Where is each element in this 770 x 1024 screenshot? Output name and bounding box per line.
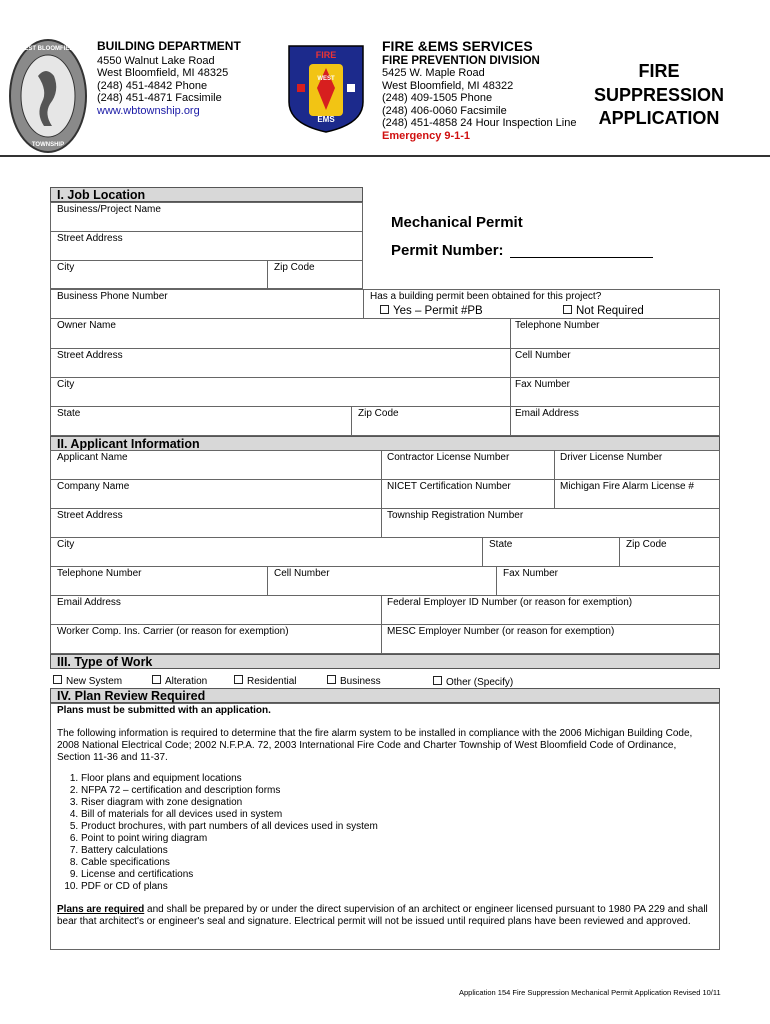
plan-review-intro: The following information is required to determine that the fire alarm system to be installed in compliance with the 2006 Michigan Building Code, 2008 National Electrical Code; 2002 N.F.P.A. 72, 2003 International Fire Code and Charter Township of West Bloomfield Code of Ordinance, Section 11-36 and 11-37. — [57, 728, 693, 763]
svg-text:WEST BLOOMFIELD: WEST BLOOMFIELD — [18, 46, 78, 52]
section-applicant-header: II. Applicant Information — [50, 436, 720, 451]
svg-text:EMS: EMS — [317, 115, 335, 124]
plans-required-emphasis: Plans are required — [57, 904, 145, 915]
federal-employer-id-field[interactable]: Federal Employer ID Number (or reason for exemption) — [387, 597, 633, 608]
list-item: 5. Product brochures, with part numbers of all devices used in system — [81, 821, 659, 833]
plans-required-text: and shall be prepared by or under the direct supervision of an architect or engineer licensed pursuant to 1980 PA 229 and shall bear that architect's or engineer's seal and signature. Electrical permit will not be issued until required plans have been reviewed and approved. — [57, 904, 708, 927]
document-title: FIRE SUPPRESSION APPLICATION — [593, 61, 725, 128]
mesc-employer-field[interactable]: MESC Employer Number (or reason for exemption) — [387, 626, 615, 637]
applicant-street-address-field[interactable]: Street Address — [57, 510, 123, 521]
row-divider — [50, 260, 363, 261]
row-divider — [50, 566, 720, 567]
col-divider — [381, 450, 382, 537]
building-dept-title: BUILDING DEPARTMENT — [97, 39, 241, 53]
business-option[interactable]: Business — [327, 675, 381, 688]
list-item: 6. Point to point wiring diagram — [81, 833, 659, 845]
list-item: 1. Floor plans and equipment locations — [81, 773, 659, 785]
owner-email-field[interactable]: Email Address — [515, 408, 579, 419]
svg-text:TOWNSHIP: TOWNSHIP — [31, 142, 65, 148]
township-seal-logo — [8, 36, 88, 156]
emergency-number: Emergency 9-1-1 — [382, 129, 471, 142]
nicet-number-field[interactable]: NICET Certification Number — [387, 481, 511, 492]
col-divider — [267, 260, 268, 289]
applicant-telephone-field[interactable]: Telephone Number — [57, 568, 142, 579]
company-name-field[interactable]: Company Name — [57, 481, 130, 492]
row-divider — [50, 595, 720, 596]
section-type-of-work-header: III. Type of Work — [50, 654, 720, 669]
residential-checkbox[interactable] — [234, 675, 243, 684]
job-street-address-field[interactable]: Street Address — [57, 233, 123, 244]
required-documents-list — [59, 773, 659, 893]
applicant-city-field[interactable]: City — [57, 539, 75, 550]
col-divider — [363, 289, 364, 318]
applicant-cell-field[interactable]: Cell Number — [274, 568, 330, 579]
list-item: 8. Cable specifications — [81, 857, 659, 869]
list-item: 3. Riser diagram with zone designation — [81, 797, 659, 809]
col-divider — [482, 537, 483, 566]
owner-name-field[interactable]: Owner Name — [57, 320, 116, 331]
section-plan-review-header: IV. Plan Review Required — [50, 688, 720, 703]
row-divider — [50, 508, 720, 509]
fire-ems-title: FIRE &EMS SERVICES — [382, 38, 533, 54]
permit-question: Has a building permit been obtained for this project? — [370, 291, 602, 302]
fire-ems-badge-logo — [281, 40, 371, 134]
list-item: 10. PDF or CD of plans — [81, 881, 659, 893]
col-divider — [267, 566, 268, 595]
plans-must-be-submitted: Plans must be submitted with an application. — [57, 705, 271, 716]
job-city-field[interactable]: City — [57, 262, 75, 273]
owner-state-field[interactable]: State — [57, 408, 81, 419]
owner-fax-field[interactable]: Fax Number — [515, 379, 571, 390]
business-project-name-field[interactable]: Business/Project Name — [57, 204, 161, 215]
other-specify-option[interactable]: Other (Specify) — [433, 676, 513, 689]
row-divider — [50, 318, 720, 319]
residential-option[interactable]: Residential — [234, 675, 296, 688]
section-job-location-header: I. Job Location — [50, 187, 363, 202]
fire-address1: 5425 W. Maple Road — [382, 67, 485, 79]
fire-phone: (248) 409-1505 Phone — [382, 92, 493, 104]
new-system-checkbox[interactable] — [53, 675, 62, 684]
other-checkbox[interactable] — [433, 676, 442, 685]
applicant-state-field[interactable]: State — [489, 539, 513, 550]
new-system-option[interactable]: New System — [53, 675, 122, 688]
workers-comp-field[interactable]: Worker Comp. Ins. Carrier (or reason for exemption) — [57, 626, 289, 637]
alteration-option[interactable]: Alteration — [152, 675, 207, 688]
col-divider — [381, 595, 382, 654]
fire-prevention-division: FIRE PREVENTION DIVISION — [382, 54, 540, 67]
building-fax: (248) 451-4871 Facsimile — [97, 92, 222, 104]
row-divider — [50, 479, 720, 480]
list-item: 4. Bill of materials for all devices used in system — [81, 809, 659, 821]
job-zip-field[interactable]: Zip Code — [274, 262, 315, 273]
alteration-checkbox[interactable] — [152, 675, 161, 684]
permit-number-label: Permit Number: — [391, 242, 504, 259]
row-divider — [50, 624, 720, 625]
driver-license-field[interactable]: Driver License Number — [560, 452, 663, 463]
owner-city-field[interactable]: City — [57, 379, 75, 390]
row-divider — [50, 406, 720, 407]
not-required-checkbox[interactable] — [563, 305, 572, 314]
col-divider — [496, 566, 497, 595]
plans-required-paragraph — [57, 904, 712, 928]
fire-inspection-line: (248) 451-4858 24 Hour Inspection Line — [382, 117, 577, 129]
building-address1: 4550 Walnut Lake Road — [97, 54, 215, 67]
fire-address2: West Bloomfield, MI 48322 — [382, 79, 514, 92]
applicant-email-field[interactable]: Email Address — [57, 597, 121, 608]
permit-number-input[interactable] — [510, 257, 653, 258]
list-item: 9. License and certifications — [81, 869, 659, 881]
list-item: 7. Battery calculations — [81, 845, 659, 857]
footer-revision-note: Application 154 Fire Suppression Mechanical Permit Application Revised 10/11 — [459, 988, 721, 997]
row-divider — [50, 231, 363, 232]
township-registration-field[interactable]: Township Registration Number — [387, 510, 524, 521]
col-divider — [619, 537, 620, 566]
fire-ems-info — [382, 40, 576, 142]
mi-fire-alarm-license-field[interactable]: Michigan Fire Alarm License # — [560, 481, 694, 492]
list-item: 2. NFPA 72 – certification and description forms — [81, 785, 659, 797]
row-divider — [50, 377, 720, 378]
business-phone-field[interactable]: Business Phone Number — [57, 291, 168, 302]
building-department-info — [97, 40, 241, 117]
svg-text:FIRE: FIRE — [315, 50, 337, 60]
building-phone: (248) 451-4842 Phone — [97, 79, 208, 92]
yes-checkbox[interactable] — [380, 305, 389, 314]
building-address2: West Bloomfield, MI 48325 — [97, 67, 229, 79]
yes-permit-option[interactable]: Yes – Permit #PB — [380, 305, 483, 317]
applicant-zip-field[interactable]: Zip Code — [626, 539, 667, 550]
row-divider — [50, 348, 720, 349]
not-required-option[interactable]: Not Required — [563, 305, 644, 317]
applicant-fax-field[interactable]: Fax Number — [503, 568, 559, 579]
col-divider — [351, 406, 352, 436]
contractor-license-field[interactable]: Contractor License Number — [387, 452, 510, 463]
fire-fax: (248) 406-0060 Facsimile — [382, 104, 507, 117]
col-divider — [510, 318, 511, 436]
applicant-name-field[interactable]: Applicant Name — [57, 452, 128, 463]
owner-zip-field[interactable]: Zip Code — [358, 408, 399, 419]
building-website-link[interactable]: www.wbtownship.org — [97, 104, 200, 117]
owner-street-address-field[interactable]: Street Address — [57, 350, 123, 361]
mechanical-permit-label: Mechanical Permit — [391, 214, 523, 231]
col-divider — [554, 450, 555, 508]
business-checkbox[interactable] — [327, 675, 336, 684]
owner-cell-field[interactable]: Cell Number — [515, 350, 571, 361]
header-divider — [0, 155, 770, 157]
owner-telephone-field[interactable]: Telephone Number — [515, 320, 600, 331]
svg-text:WEST: WEST — [317, 76, 335, 82]
